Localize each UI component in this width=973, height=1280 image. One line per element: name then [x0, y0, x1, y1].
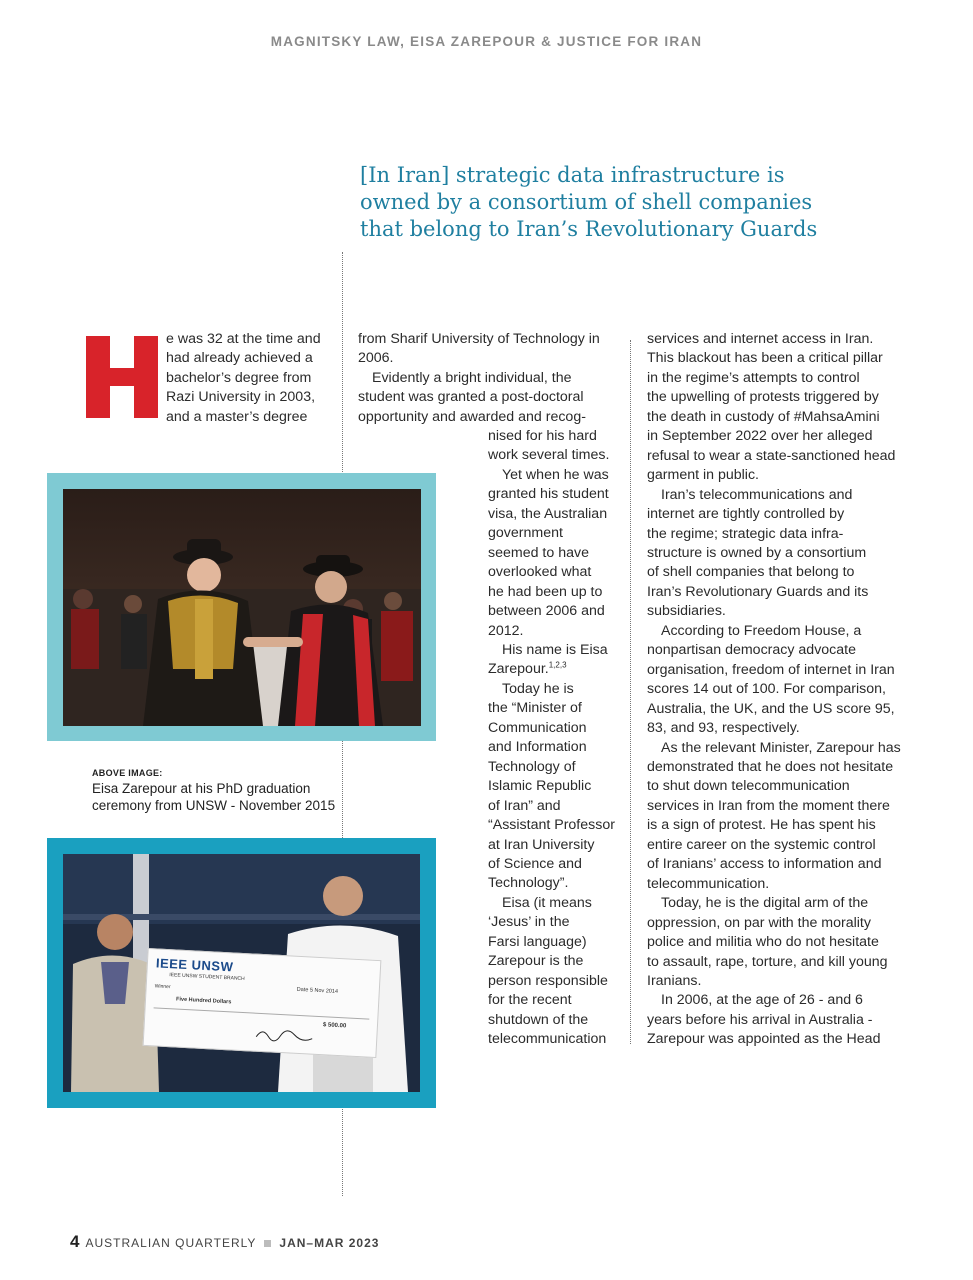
- column-3-text: [647, 330, 901, 1050]
- text-line: student was granted a post-doctoral: [358, 389, 584, 406]
- text-line: is a sign of protest. He has spent his: [647, 817, 876, 834]
- column-divider-right: [630, 340, 631, 1044]
- text-line: Today, he is the digital arm of the: [661, 895, 869, 912]
- text-line: police and militia who do not hesitate: [647, 934, 879, 951]
- text-line: Zarepour is the: [488, 953, 584, 970]
- text-line: Communication: [488, 719, 587, 736]
- text-line: overlooked what: [488, 564, 592, 581]
- text-line: nised for his hard: [488, 428, 597, 444]
- graduation-illustration: [63, 489, 421, 726]
- caption-line: Eisa Zarepour at his PhD graduation: [92, 781, 311, 796]
- text-line: government: [488, 525, 563, 542]
- text-line: the death in custody of #MahsaAmini: [647, 408, 880, 425]
- text-line: subsidiaries.: [647, 603, 726, 620]
- cheque-date: Date 5 Nov 2014: [296, 986, 339, 995]
- column-2-top-text: [358, 330, 600, 427]
- text-line: demonstrated that he does not hesitate: [647, 758, 894, 775]
- cheque-brand: IEEE UNSW: [155, 955, 234, 975]
- text-line: “Assistant Professor: [488, 817, 615, 834]
- text-line: the upwelling of protests triggered by: [647, 389, 879, 406]
- text-line: structure is owned by a consortium: [647, 544, 867, 561]
- text-line: seemed to have: [488, 544, 589, 561]
- text-span: Zarepour.: [488, 661, 549, 678]
- photo-caption: [92, 767, 335, 814]
- text-line: In 2006, at the age of 26 - and 6: [661, 992, 863, 1009]
- text-line: 2006.: [358, 350, 394, 367]
- cheque-signature: [254, 1027, 315, 1044]
- text-line: garment in public.: [647, 467, 759, 484]
- text-line: Yet when he was: [502, 466, 609, 483]
- cheque-sum-words: Five Hundred Dollars: [175, 996, 232, 1006]
- issue-date: JAN–MAR 2023: [279, 1236, 380, 1250]
- text-line: Iran’s Revolutionary Guards and its: [647, 583, 869, 600]
- text-line: telecommunication.: [647, 875, 770, 892]
- publication-name: AUSTRALIAN QUARTERLY: [85, 1236, 257, 1250]
- text-line: between 2006 and: [488, 603, 605, 620]
- text-line: granted his student: [488, 486, 609, 503]
- text-line: and Information: [488, 739, 587, 756]
- text-line: shutdown of the: [488, 1011, 589, 1028]
- text-line: scores 14 out of 100. For comparison,: [647, 681, 886, 698]
- text-line: As the relevant Minister, Zarepour has: [661, 739, 901, 756]
- page-footer: [70, 1232, 379, 1252]
- text-line: person responsible: [488, 972, 608, 989]
- prize-cheque: [143, 948, 382, 1058]
- caption-line: ceremony from UNSW - November 2015: [92, 798, 336, 813]
- text-line: Razi University in 2003,: [166, 389, 316, 406]
- cheque-branch: IEEE UNSW STUDENT BRANCH: [169, 972, 245, 983]
- text-line: Today he is: [502, 680, 574, 697]
- text-line: internet are tightly controlled by: [647, 506, 845, 523]
- text-line: Farsi language): [488, 933, 587, 950]
- text-line: he had been up to: [488, 583, 603, 600]
- text-line: Eisa (it means: [502, 894, 592, 911]
- drop-cap: [86, 336, 158, 418]
- cheque-line: [154, 1007, 370, 1019]
- text-line: ‘Jesus’ in the: [488, 914, 570, 931]
- text-line: 2012.: [488, 622, 524, 639]
- text-line: at Iran University: [488, 836, 595, 853]
- column-1-text: [166, 330, 321, 427]
- text-line: nonpartisan democracy advocate: [647, 642, 856, 659]
- pull-quote-line: [In Iran] strategic data infrastructure is: [360, 163, 785, 187]
- text-line: 83, and 93, respectively.: [647, 720, 800, 737]
- text-line: Technology”.: [488, 875, 569, 892]
- text-line: organisation, freedom of internet in Iran: [647, 661, 895, 678]
- text-line: Zarepour was appointed as the Head: [647, 1031, 881, 1048]
- caption-label: ABOVE IMAGE:: [92, 768, 163, 778]
- cheque-amount: $ 500.00: [322, 1022, 347, 1030]
- text-line: bachelor’s degree from: [166, 369, 312, 386]
- text-line: of shell companies that belong to: [647, 564, 855, 581]
- text-line: Islamic Republic: [488, 778, 592, 795]
- text-line: of Iran” and: [488, 797, 561, 814]
- text-line: of Iranians’ access to information and: [647, 856, 882, 873]
- text-line: [488, 660, 615, 679]
- text-line: the “Minister of: [488, 700, 582, 717]
- text-line: Australia, the UK, and the US score 95,: [647, 700, 895, 717]
- pull-quote-line: that belong to Iran’s Revolutionary Guards: [360, 217, 818, 241]
- text-line: the regime; strategic data infra-: [647, 525, 844, 542]
- text-line: e was 32 at the time and: [166, 331, 321, 347]
- text-line: opportunity and awarded and recog-: [358, 408, 586, 425]
- running-title: MAGNITSKY LAW, EISA ZAREPOUR & JUSTICE FOR IRAN: [270, 34, 703, 49]
- footnote-refs: 1,2,3: [548, 660, 567, 670]
- footer-separator: [264, 1240, 271, 1247]
- text-line: telecommunication: [488, 1031, 607, 1048]
- text-line: years before his arrival in Australia -: [647, 1011, 873, 1028]
- drop-cap-letter: [86, 336, 158, 418]
- text-line: services and internet access in Iran.: [647, 331, 874, 347]
- text-line: work several times.: [488, 447, 610, 464]
- text-line: Evidently a bright individual, the: [372, 369, 572, 386]
- text-line: to assault, rape, torture, and kill young: [647, 953, 888, 970]
- text-line: from Sharif University of Technology in: [358, 331, 600, 347]
- text-line: This blackout has been a critical pillar: [647, 350, 883, 367]
- pull-quote-line: owned by a consortium of shell companies: [360, 190, 813, 214]
- text-line: entire career on the systemic control: [647, 836, 876, 853]
- cheque-photo: [63, 854, 420, 1092]
- column-2-narrow-text: [488, 427, 615, 1050]
- text-line: visa, the Australian: [488, 505, 608, 522]
- text-line: Iranians.: [647, 972, 702, 989]
- text-line: oppression, on par with the morality: [647, 914, 871, 931]
- page-number: 4: [70, 1232, 80, 1251]
- text-line: to shut down telecommunication: [647, 778, 850, 795]
- text-line: refusal to wear a state-sanctioned head: [647, 447, 896, 464]
- text-line: and a master’s degree: [166, 408, 308, 425]
- text-line: in the regime’s attempts to control: [647, 369, 860, 386]
- graduation-photo: [63, 489, 421, 726]
- text-line: Technology of: [488, 758, 576, 775]
- text-line: in September 2022 over her alleged: [647, 428, 873, 445]
- text-line: His name is Eisa: [502, 641, 608, 658]
- cheque-winner: Winner: [154, 983, 171, 991]
- text-line: services in Iran from the moment there: [647, 797, 890, 814]
- text-line: had already achieved a: [166, 350, 313, 367]
- text-line: for the recent: [488, 992, 572, 1009]
- text-line: According to Freedom House, a: [661, 622, 862, 639]
- pull-quote: [360, 162, 840, 243]
- text-line: Iran’s telecommunications and: [661, 486, 853, 503]
- text-line: of Science and: [488, 855, 582, 872]
